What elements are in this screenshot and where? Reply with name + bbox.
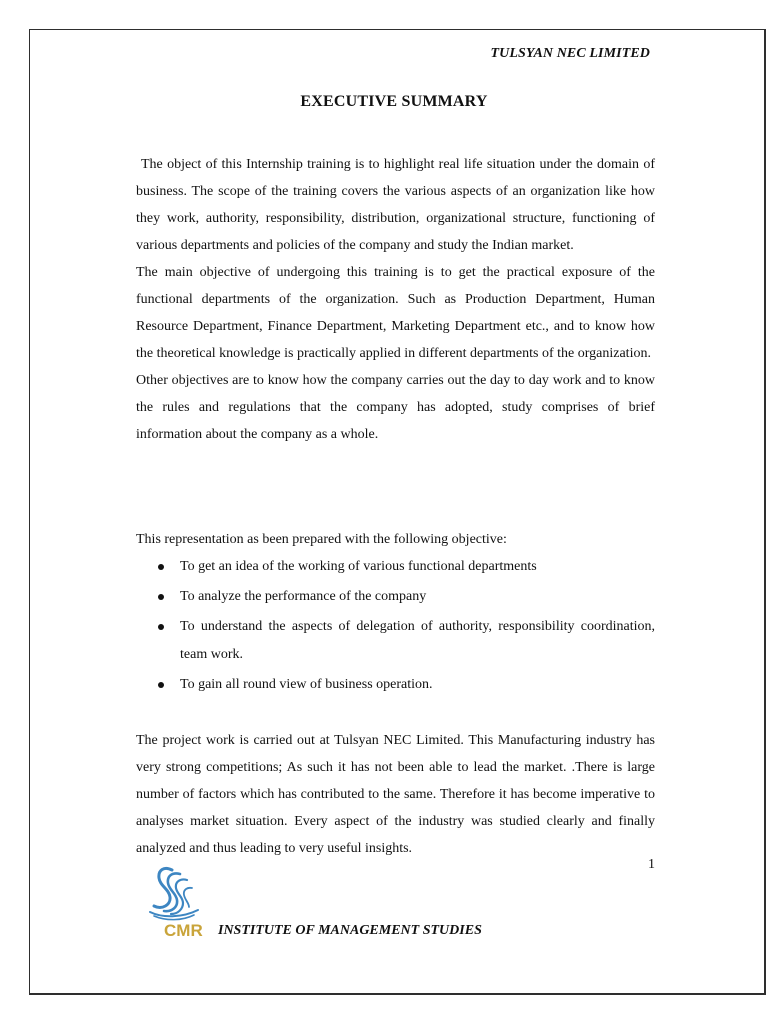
swan-logo-icon [142,862,214,940]
paragraph-internship-object: The object of this Internship training is to highlight real life situation under the domain of business. The scope of the training covers the various aspects of an organization like how they work, authority, responsibility, distribution, organizational structure, functioning of various departments and policies of the company and study the Indian market. [136,157,655,253]
list-item: To understand the aspects of delegation of authority, responsibility coordination, team work. [136,613,655,669]
paragraph-main-objective: The main objective of undergoing this training is to get the practical exposure of the functional departments of the organization. Such as Production Department, Human Resource Department, Finance Department, Marketing Department etc., and to know how the theoretical knowledge is practically applied in different departments of the organization. [136,265,655,361]
list-item: To analyze the performance of the company [136,583,655,611]
cmr-logo [142,862,214,940]
logo-text: CMR [164,921,203,940]
header-company-name: TULSYAN NEC LIMITED [490,46,650,61]
footer-institute: INSTITUTE OF MANAGEMENT STUDIES [218,923,482,938]
list-item: To gain all round view of business operation. [136,671,655,699]
bullet-icon [158,594,164,600]
page-number: 1 [648,857,655,872]
bullet-icon [158,564,164,570]
summary-body [136,151,655,448]
bullet-icon [158,682,164,688]
page-title: EXECUTIVE SUMMARY [300,93,488,110]
bullet-icon [158,624,164,630]
paragraph-project-work: The project work is carried out at Tulsyan NEC Limited. This Manufacturing industry has very strong competitions; As such it has not been able to lead the market. .There is large number of factors which has contributed to the same. Therefore it has become imperative to analyses market situation. Every aspect of the industry was studied clearly and finally analyzed and thus leading to very useful insights. [136,733,655,856]
list-item: To get an idea of the working of various functional departments [136,553,655,581]
objective-intro: This representation as been prepared with the following objective: [136,532,507,547]
closing-body [136,727,655,862]
objective-list [136,553,655,701]
paragraph-other-objectives: Other objectives are to know how the company carries out the day to day work and to know the rules and regulations that the company has adopted, study comprises of brief information about the company as a whole. [136,373,655,442]
